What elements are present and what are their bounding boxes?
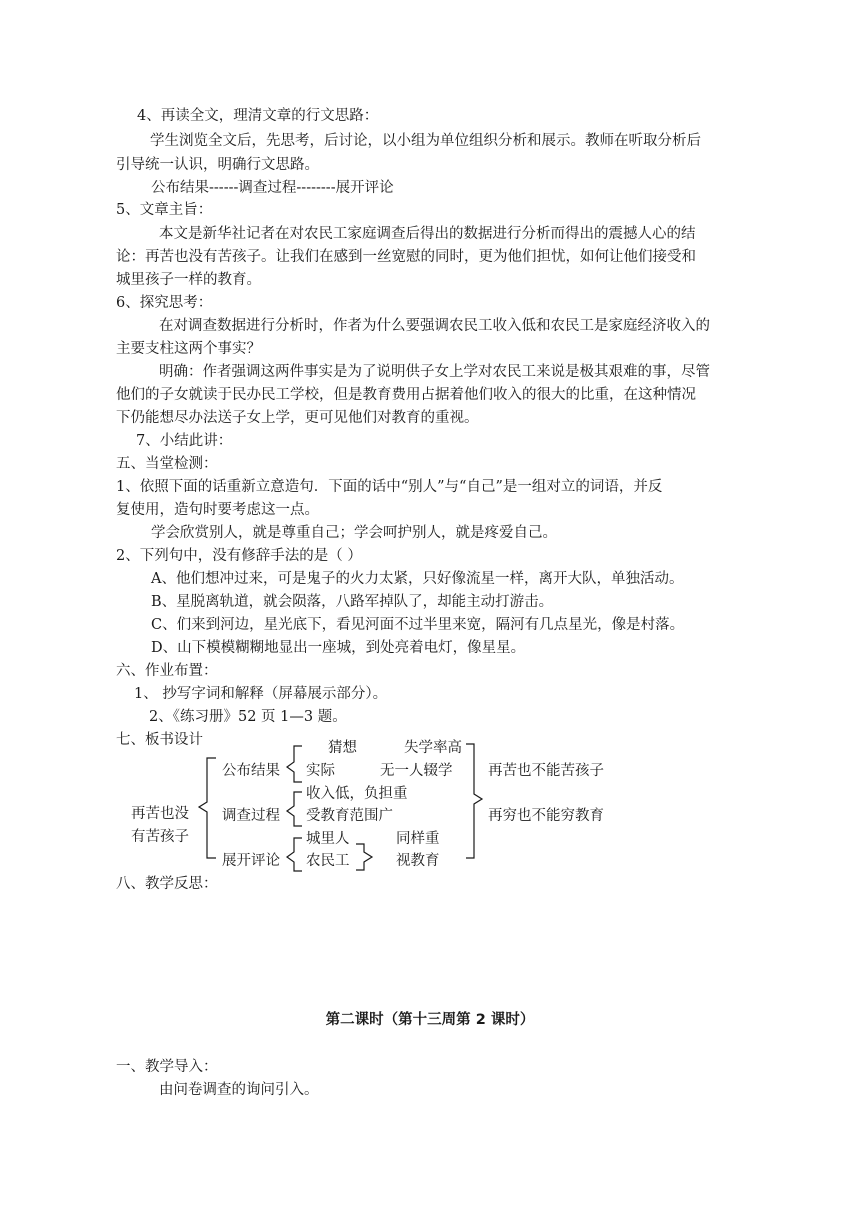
section-5-heading: 5、文章主旨：	[116, 202, 213, 218]
homework-item: 2、《练习册》52 页 1—3 题。	[149, 709, 347, 725]
board-branch-survey: 调查过程	[222, 808, 280, 824]
board-branch-comment: 展开评论	[222, 853, 280, 869]
test-question-2: 2、下列句中，没有修辞手法的是（ ）	[116, 548, 362, 564]
test-example-sentence: 学会欣赏别人，就是尊重自己；学会呵护别人，就是疼爱自己。	[151, 525, 557, 541]
section-4-paragraph: 引导统一认识，明确行文思路。	[116, 157, 319, 173]
board-item-low-income: 收入低，负担重	[306, 786, 408, 802]
lesson-2-title: 第二课时（第十三周第 2 课时）	[325, 1012, 535, 1028]
section-6-answer: 他们的子女就读于民办民工学校，但是教育费用占据着他们收入的很大的比重，在这种情况	[116, 387, 696, 403]
section-6-heading: 6、探究思考：	[116, 295, 213, 311]
board-branch-publish: 公布结果	[222, 763, 280, 779]
section-6-question: 在对调查数据进行分析时，作者为什么要强调农民工收入低和农民工是家庭经济收入的	[159, 318, 710, 334]
section-7-heading: 7、小结此讲：	[136, 433, 233, 449]
lesson-2-intro-text: 由问卷调查的询问引入。	[159, 1082, 319, 1098]
lesson-2-intro-heading: 一、教学导入：	[116, 1059, 218, 1075]
homework-item: 1、 抄写字词和解释（屏幕展示部分）。	[134, 686, 388, 702]
board-item-farmers: 农民工	[306, 853, 350, 869]
board-item-dropout-high: 失学率高	[404, 740, 462, 756]
branch-3-bracket	[287, 838, 302, 871]
board-item-wide-education: 受教育范围广	[306, 808, 393, 824]
test-option-c: C、们来到河边，星光底下，看见河面不过半里来宽，隔河有几点星光，像是村落。	[151, 617, 685, 633]
board-item-guess: 猜想	[328, 740, 357, 756]
test-question-1: 1、依照下面的话重新立意造句．下面的话中“别人”与“自己”是一组对立的词语，并反	[116, 479, 663, 495]
board-item-no-dropout: 无一人辍学	[380, 763, 453, 779]
test-option-b: B、星脱离轨道，就会陨落，八路军掉队了，却能主动打游击。	[151, 594, 554, 610]
branch-2-bracket	[287, 792, 302, 826]
board-root-title: 有苦孩子	[131, 829, 189, 845]
board-conclusion-1: 再苦也不能苦孩子	[488, 763, 604, 779]
section-6-question: 主要支柱这两个事实？	[116, 341, 261, 357]
board-design-heading: 七、板书设计	[116, 732, 203, 748]
section-4-heading: 4、再读全文，理清文章的行文思路：	[137, 108, 379, 124]
test-question-1: 复使用，造句时要考虑这一点。	[116, 502, 319, 518]
section-4-flow: 公布结果------调查过程--------展开评论	[151, 180, 394, 196]
board-item-city-people: 城里人	[306, 831, 350, 847]
board-item-equally: 同样重	[396, 831, 440, 847]
homework-heading: 六、作业布置：	[116, 663, 218, 679]
board-root-title: 再苦也没	[131, 806, 189, 822]
section-6-answer: 明确：作者强调这两件事实是为了说明供子女上学对农民工来说是极其艰难的事，尽管	[159, 364, 710, 380]
test-heading: 五、当堂检测：	[116, 456, 218, 472]
board-item-actual: 实际	[306, 763, 335, 779]
section-5-paragraph: 本文是新华社记者在对农民工家庭调查后得出的数据进行分析而得出的震撼人心的结	[159, 226, 696, 242]
board-conclusion-2: 再穷也不能穷教育	[488, 808, 604, 824]
test-option-d: D、山下模模糊糊地显出一座城，到处亮着电灯，像星星。	[151, 640, 526, 656]
small-bracket	[356, 844, 372, 870]
root-bracket	[199, 758, 216, 858]
board-item-value-education: 视教育	[396, 853, 440, 869]
test-option-a: A、他们想冲过来，可是鬼子的火力太紧，只好像流星一样，离开大队，单独活动。	[151, 571, 684, 587]
section-6-answer: 下仍能想尽办法送子女上学，更可见他们对教育的重视。	[116, 410, 479, 426]
section-5-paragraph: 城里孩子一样的教育。	[116, 272, 261, 288]
branch-1-bracket	[287, 746, 302, 782]
section-5-paragraph: 论：再苦也没有苦孩子。让我们在感到一丝宽慰的同时，更为他们担忧，如何让他们接受和	[116, 249, 696, 265]
conclusion-bracket	[466, 744, 482, 858]
reflection-heading: 八、教学反思：	[116, 876, 218, 892]
section-4-paragraph: 学生浏览全文后，先思考，后讨论，以小组为单位组织分析和展示。教师在听取分析后	[150, 133, 701, 149]
